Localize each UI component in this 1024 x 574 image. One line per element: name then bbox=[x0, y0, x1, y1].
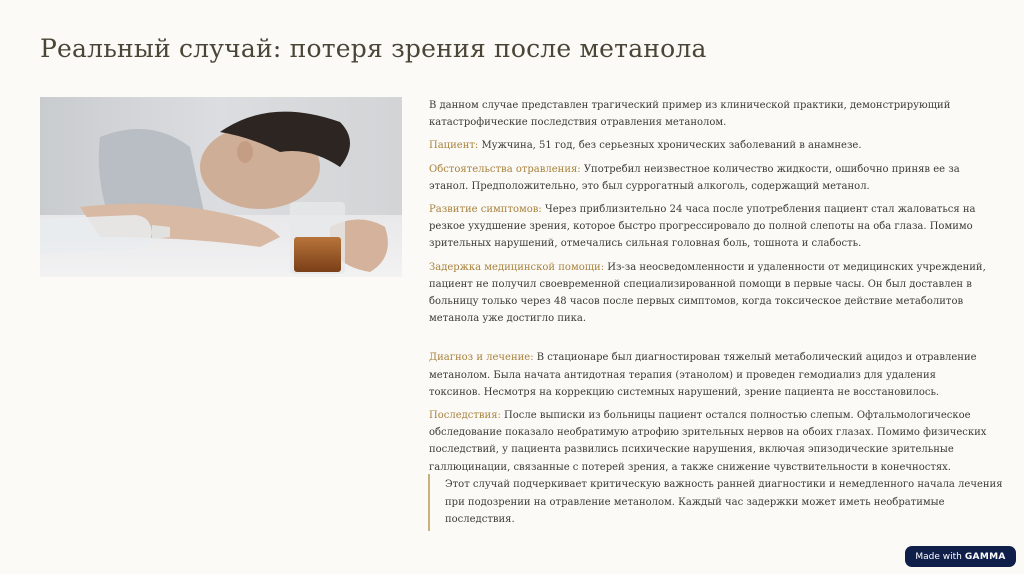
section-label: Развитие симптомов: bbox=[429, 204, 542, 216]
badge-prefix: Made with bbox=[915, 551, 962, 562]
section-label: Последствия: bbox=[429, 410, 501, 422]
photo-illustration bbox=[40, 97, 402, 277]
section-symptoms bbox=[429, 201, 989, 253]
section-spacer bbox=[429, 333, 989, 349]
section-label: Обстоятельства отравления: bbox=[429, 163, 581, 175]
conclusion-quote: Этот случай подчеркивает критическую важность ранней диагностики и немедленного начала лечения при подозрении на отравление метанолом. Каждый час задержки может иметь необратимые последствия. bbox=[428, 474, 1005, 531]
section-text: После выписки из больницы пациент остался полностью слепым. Офтальмологическое обследование показало необратимую атрофию зрительных нервов на обоих глазах. Помимо физических последствий, у пациента развились психические нарушения, включая эпизодические зрительные галлюцинации, связанные с потерей зрения, а также снижение чувствительности в конечностях. bbox=[429, 410, 987, 473]
section-text: Мужчина, 51 год, без серьезных хронических заболеваний в анамнезе. bbox=[478, 140, 862, 152]
section-text: Употребил неизвестное количество жидкости, ошибочно приняв ее за этанол. Предположительно, это был суррогатный алкоголь, содержащий метанол. bbox=[429, 163, 960, 192]
made-with-gamma-badge[interactable] bbox=[905, 546, 1016, 567]
section-diagnosis bbox=[429, 349, 989, 401]
section-text: Через приблизительно 24 часа после употребления пациент стал жаловаться на резкое ухудшение зрения, которое быстро прогрессировало до полной слепоты на оба глаза. Помимо зрительных нарушений, отмечались сильная головная боль, тошнота и слабость. bbox=[429, 204, 976, 250]
section-delay bbox=[429, 259, 989, 328]
section-consequences bbox=[429, 407, 989, 476]
section-text: В стационаре был диагностирован тяжелый метаболический ацидоз и отравление метанолом. Была начата антидотная терапия (этанолом) и проведен гемодиализ для удаления токсинов. Несмотря на коррекцию системных нарушений, зрение пациента не восстановилось. bbox=[429, 352, 977, 398]
section-label: Задержка медицинской помощи: bbox=[429, 261, 605, 273]
case-description bbox=[429, 97, 989, 482]
section-circumstances bbox=[429, 161, 989, 195]
section-patient bbox=[429, 137, 989, 154]
page-title: Реальный случай: потеря зрения после метанола bbox=[40, 34, 707, 63]
section-label: Пациент: bbox=[429, 140, 479, 152]
man-with-alcohol-photo bbox=[40, 97, 402, 277]
section-label: Диагноз и лечение: bbox=[429, 352, 534, 364]
section-text: Из-за неосведомленности и удаленности от медицинских учреждений, пациент не получил своевременной специализированной помощи в первые часы. Он был доставлен в больницу только через 48 часов после первых симптомов, когда токсическое действие метаболитов метанола уже достигло пика. bbox=[429, 261, 986, 325]
gamma-logo-text: GAMMA bbox=[964, 551, 1006, 562]
intro-paragraph: В данном случае представлен трагический пример из клинической практики, демонстрирующий катастрофические последствия отравления метанолом. bbox=[429, 100, 951, 129]
